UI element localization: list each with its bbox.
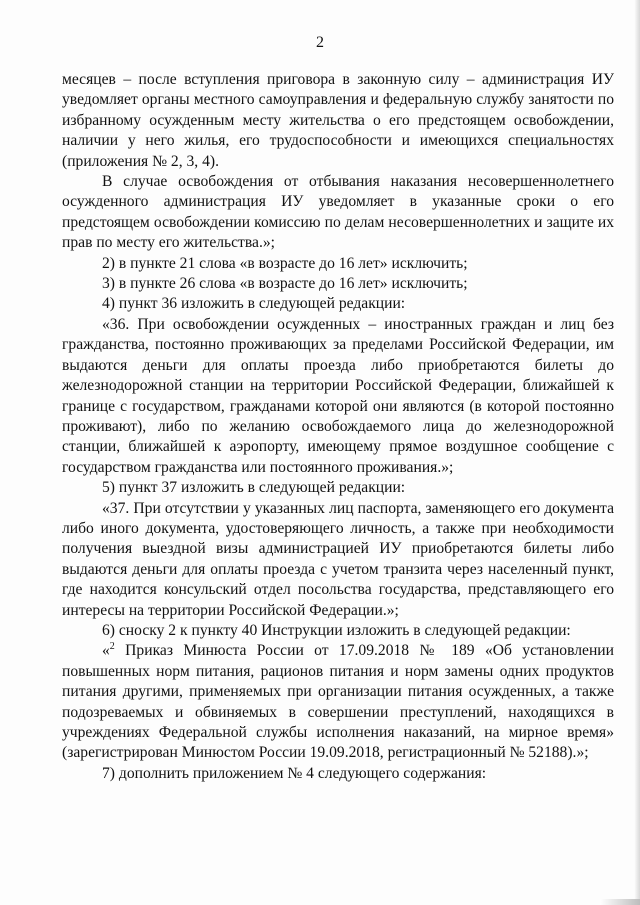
paragraph-point-36: «36. При освобождении осужденных – иностранных граждан и лиц без гражданства, постоянно проживающих за пределами Российской Федерации, им выдаются деньги для оплаты проезда либо приобретаются билеты до железнодорожной станции на территории Российской Федерации, ближайшей к границе с государством, гражданами которой они являются (в которой постоянно проживают), либо по желанию освобождаемого лица до железнодорожной станции, ближайшей к аэропорту, имеющему прямое воздушное сообщение с государством гражданства или постоянного проживания.»; [62, 315, 614, 476]
footnote-open-quote: « [102, 642, 110, 660]
paragraph-item-3: 3) в пункте 26 слова «в возрасте до 16 лет» исключить; [102, 275, 468, 293]
paragraph-item-7: 7) дополнить приложением № 4 следующего содержания: [102, 764, 487, 782]
document-body [62, 70, 614, 784]
paragraph-item-2: 2) в пункте 21 слова «в возрасте до 16 лет» исключить; [102, 254, 468, 272]
footnote-mark: 2 [109, 641, 115, 653]
paragraph-item-6: 6) сноску 2 к пункту 40 Инструкции изложить в следующей редакции: [102, 621, 571, 639]
paragraph-item-5: 5) пункт 37 изложить в следующей редакции: [102, 479, 406, 497]
paragraph-footnote-2 [62, 641, 614, 763]
paragraph-continuation: месяцев – после вступления приговора в законную силу – администрация ИУ уведомляет органы местного самоуправления и федеральную службу занятости по избранному осужденным месту жительства о его предстоящем освобождении, наличии у него жилья, его трудоспособности и имеющихся специальностях (приложения № 2, 3, 4). [62, 71, 614, 170]
paragraph-item-4: 4) пункт 36 изложить в следующей редакции: [102, 295, 406, 313]
paragraph-minor-release: В случае освобождения от отбывания наказания несовершеннолетнего осужденного администрация ИУ уведомляет в указанные сроки о его предстоящем освобождении комиссию по делам несовершеннолетних и защите их прав по месту его жительства.»; [62, 173, 614, 252]
paragraph-point-37: «37. При отсутствии у указанных лиц паспорта, заменяющего его документа либо иного документа, удостоверяющего личность, а также при необходимости получения выездной визы администрацией ИУ приобретаются билеты либо выдаются деньги для оплаты проезда с учетом транзита через населенный пункт, где находится консульский отдел посольства государства, представляющего его интересы на территории Российской Федерации.»; [62, 499, 614, 619]
page-number: 2 [316, 34, 324, 51]
footnote-text: Приказ Минюста России от 17.09.2018 № 189 «Об установлении повышенных норм питания, рационов питания и норм замены одних продуктов питания другими, применяемых при организации питания осужденных, а также подозреваемых и обвиняемых в совершении преступлений, находящихся в учреждениях Федеральной службы исполнения наказаний, на мирное время» (зарегистрирован Минюстом России 19.09.2018, регистрационный № 52188).»; [62, 642, 614, 762]
scan-corner-mark [600, 899, 640, 905]
scan-edge-shadow [634, 0, 640, 905]
